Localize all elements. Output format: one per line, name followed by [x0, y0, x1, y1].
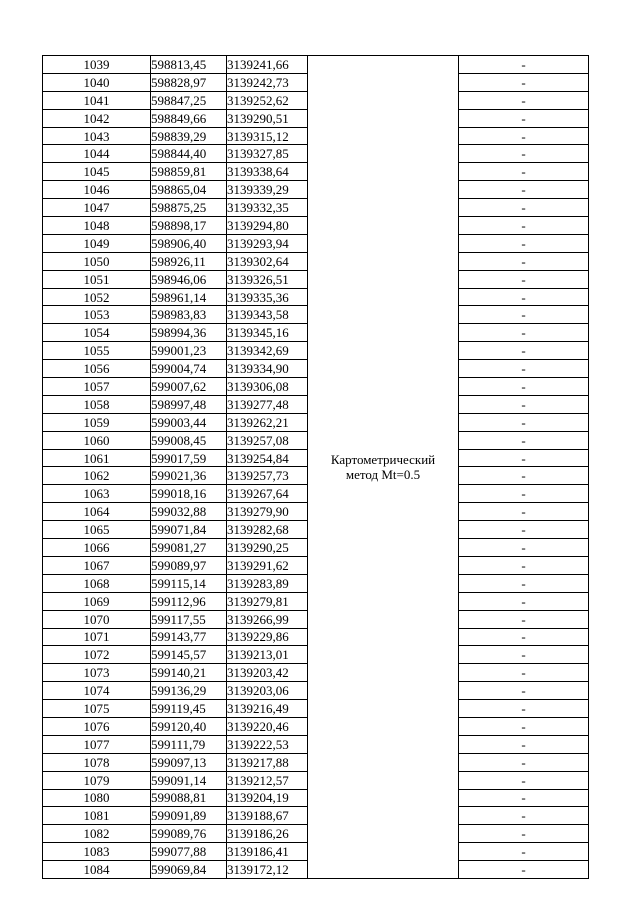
y-coordinate-cell: 3139282,68 — [227, 521, 308, 539]
x-coordinate-cell: 598865,04 — [151, 181, 227, 199]
description-cell: - — [459, 360, 589, 378]
y-coordinate-cell: 3139222,53 — [227, 735, 308, 753]
description-cell: - — [459, 252, 589, 270]
point-number-cell: 1068 — [43, 574, 151, 592]
y-coordinate-cell: 3139327,85 — [227, 145, 308, 163]
point-number-cell: 1052 — [43, 288, 151, 306]
x-coordinate-cell: 599091,89 — [151, 807, 227, 825]
x-coordinate-cell: 598859,81 — [151, 163, 227, 181]
coordinates-table — [42, 55, 589, 879]
x-coordinate-cell: 598946,06 — [151, 270, 227, 288]
y-coordinate-cell: 3139212,57 — [227, 771, 308, 789]
point-number-cell: 1060 — [43, 431, 151, 449]
description-cell: - — [459, 735, 589, 753]
point-number-cell: 1056 — [43, 360, 151, 378]
point-number-cell: 1046 — [43, 181, 151, 199]
point-number-cell: 1058 — [43, 395, 151, 413]
y-coordinate-cell: 3139216,49 — [227, 700, 308, 718]
description-cell: - — [459, 181, 589, 199]
y-coordinate-cell: 3139254,84 — [227, 449, 308, 467]
y-coordinate-cell: 3139294,80 — [227, 217, 308, 235]
point-number-cell: 1057 — [43, 378, 151, 396]
description-cell: - — [459, 789, 589, 807]
point-number-cell: 1044 — [43, 145, 151, 163]
y-coordinate-cell: 3139315,12 — [227, 127, 308, 145]
coordinates-table-body — [43, 56, 589, 879]
y-coordinate-cell: 3139279,81 — [227, 592, 308, 610]
description-cell: - — [459, 628, 589, 646]
x-coordinate-cell: 599143,77 — [151, 628, 227, 646]
description-cell: - — [459, 682, 589, 700]
y-coordinate-cell: 3139213,01 — [227, 646, 308, 664]
y-coordinate-cell: 3139342,69 — [227, 342, 308, 360]
point-number-cell: 1042 — [43, 109, 151, 127]
y-coordinate-cell: 3139290,51 — [227, 109, 308, 127]
y-coordinate-cell: 3139277,48 — [227, 395, 308, 413]
description-cell: - — [459, 646, 589, 664]
y-coordinate-cell: 3139266,99 — [227, 610, 308, 628]
y-coordinate-cell: 3139291,62 — [227, 556, 308, 574]
y-coordinate-cell: 3139345,16 — [227, 324, 308, 342]
x-coordinate-cell: 599008,45 — [151, 431, 227, 449]
point-number-cell: 1040 — [43, 73, 151, 91]
x-coordinate-cell: 599018,16 — [151, 485, 227, 503]
y-coordinate-cell: 3139335,36 — [227, 288, 308, 306]
x-coordinate-cell: 599089,76 — [151, 825, 227, 843]
y-coordinate-cell: 3139332,35 — [227, 199, 308, 217]
point-number-cell: 1081 — [43, 807, 151, 825]
description-cell: - — [459, 664, 589, 682]
point-number-cell: 1075 — [43, 700, 151, 718]
description-cell: - — [459, 413, 589, 431]
description-cell: - — [459, 771, 589, 789]
x-coordinate-cell: 599001,23 — [151, 342, 227, 360]
point-number-cell: 1043 — [43, 127, 151, 145]
x-coordinate-cell: 599136,29 — [151, 682, 227, 700]
x-coordinate-cell: 599097,13 — [151, 753, 227, 771]
x-coordinate-cell: 599077,88 — [151, 843, 227, 861]
y-coordinate-cell: 3139279,90 — [227, 503, 308, 521]
x-coordinate-cell: 599088,81 — [151, 789, 227, 807]
description-cell: - — [459, 342, 589, 360]
description-cell: - — [459, 324, 589, 342]
point-number-cell: 1063 — [43, 485, 151, 503]
x-coordinate-cell: 598898,17 — [151, 217, 227, 235]
point-number-cell: 1073 — [43, 664, 151, 682]
description-cell: - — [459, 199, 589, 217]
y-coordinate-cell: 3139338,64 — [227, 163, 308, 181]
point-number-cell: 1047 — [43, 199, 151, 217]
y-coordinate-cell: 3139203,06 — [227, 682, 308, 700]
y-coordinate-cell: 3139326,51 — [227, 270, 308, 288]
description-cell: - — [459, 539, 589, 557]
x-coordinate-cell: 599071,84 — [151, 521, 227, 539]
point-number-cell: 1054 — [43, 324, 151, 342]
y-coordinate-cell: 3139343,58 — [227, 306, 308, 324]
x-coordinate-cell: 599120,40 — [151, 717, 227, 735]
y-coordinate-cell: 3139172,12 — [227, 861, 308, 879]
x-coordinate-cell: 599115,14 — [151, 574, 227, 592]
point-number-cell: 1051 — [43, 270, 151, 288]
description-cell: - — [459, 843, 589, 861]
x-coordinate-cell: 599081,27 — [151, 539, 227, 557]
x-coordinate-cell: 599004,74 — [151, 360, 227, 378]
point-number-cell: 1055 — [43, 342, 151, 360]
description-cell: - — [459, 861, 589, 879]
y-coordinate-cell: 3139290,25 — [227, 539, 308, 557]
description-cell: - — [459, 700, 589, 718]
point-number-cell: 1045 — [43, 163, 151, 181]
point-number-cell: 1074 — [43, 682, 151, 700]
y-coordinate-cell: 3139186,26 — [227, 825, 308, 843]
y-coordinate-cell: 3139283,89 — [227, 574, 308, 592]
point-number-cell: 1070 — [43, 610, 151, 628]
x-coordinate-cell: 598828,97 — [151, 73, 227, 91]
x-coordinate-cell: 599069,84 — [151, 861, 227, 879]
point-number-cell: 1064 — [43, 503, 151, 521]
y-coordinate-cell: 3139220,46 — [227, 717, 308, 735]
point-number-cell: 1041 — [43, 91, 151, 109]
description-cell: - — [459, 91, 589, 109]
x-coordinate-cell: 599007,62 — [151, 378, 227, 396]
x-coordinate-cell: 598983,83 — [151, 306, 227, 324]
method-line-2: метод Mt=0.5 — [345, 466, 421, 482]
y-coordinate-cell: 3139339,29 — [227, 181, 308, 199]
description-cell: - — [459, 556, 589, 574]
x-coordinate-cell: 599140,21 — [151, 664, 227, 682]
description-cell: - — [459, 807, 589, 825]
description-cell: - — [459, 753, 589, 771]
point-number-cell: 1077 — [43, 735, 151, 753]
x-coordinate-cell: 598994,36 — [151, 324, 227, 342]
method-cell — [308, 56, 459, 879]
point-number-cell: 1050 — [43, 252, 151, 270]
point-number-cell: 1061 — [43, 449, 151, 467]
description-cell: - — [459, 306, 589, 324]
y-coordinate-cell: 3139241,66 — [227, 56, 308, 74]
description-cell: - — [459, 73, 589, 91]
description-cell: - — [459, 521, 589, 539]
x-coordinate-cell: 599089,97 — [151, 556, 227, 574]
y-coordinate-cell: 3139229,86 — [227, 628, 308, 646]
x-coordinate-cell: 598839,29 — [151, 127, 227, 145]
x-coordinate-cell: 598926,11 — [151, 252, 227, 270]
x-coordinate-cell: 599119,45 — [151, 700, 227, 718]
description-cell: - — [459, 431, 589, 449]
x-coordinate-cell: 598847,25 — [151, 91, 227, 109]
x-coordinate-cell: 599021,36 — [151, 467, 227, 485]
point-number-cell: 1076 — [43, 717, 151, 735]
method-line-1: Картометрический — [330, 451, 436, 467]
x-coordinate-cell: 598849,66 — [151, 109, 227, 127]
point-number-cell: 1065 — [43, 521, 151, 539]
x-coordinate-cell: 599117,55 — [151, 610, 227, 628]
description-cell: - — [459, 825, 589, 843]
y-coordinate-cell: 3139267,64 — [227, 485, 308, 503]
point-number-cell: 1078 — [43, 753, 151, 771]
description-cell: - — [459, 592, 589, 610]
x-coordinate-cell: 598875,25 — [151, 199, 227, 217]
y-coordinate-cell: 3139204,19 — [227, 789, 308, 807]
point-number-cell: 1071 — [43, 628, 151, 646]
x-coordinate-cell: 598906,40 — [151, 234, 227, 252]
description-cell: - — [459, 163, 589, 181]
y-coordinate-cell: 3139242,73 — [227, 73, 308, 91]
description-cell: - — [459, 717, 589, 735]
point-number-cell: 1059 — [43, 413, 151, 431]
y-coordinate-cell: 3139293,94 — [227, 234, 308, 252]
description-cell: - — [459, 270, 589, 288]
description-cell: - — [459, 288, 589, 306]
point-number-cell: 1067 — [43, 556, 151, 574]
point-number-cell: 1080 — [43, 789, 151, 807]
y-coordinate-cell: 3139306,08 — [227, 378, 308, 396]
x-coordinate-cell: 598961,14 — [151, 288, 227, 306]
x-coordinate-cell: 599111,79 — [151, 735, 227, 753]
x-coordinate-cell: 599091,14 — [151, 771, 227, 789]
point-number-cell: 1083 — [43, 843, 151, 861]
point-number-cell: 1062 — [43, 467, 151, 485]
description-cell: - — [459, 378, 589, 396]
description-cell: - — [459, 485, 589, 503]
x-coordinate-cell: 599017,59 — [151, 449, 227, 467]
description-cell: - — [459, 395, 589, 413]
description-cell: - — [459, 56, 589, 74]
description-cell: - — [459, 467, 589, 485]
point-number-cell: 1048 — [43, 217, 151, 235]
y-coordinate-cell: 3139262,21 — [227, 413, 308, 431]
description-cell: - — [459, 574, 589, 592]
point-number-cell: 1072 — [43, 646, 151, 664]
point-number-cell: 1049 — [43, 234, 151, 252]
y-coordinate-cell: 3139252,62 — [227, 91, 308, 109]
point-number-cell: 1084 — [43, 861, 151, 879]
y-coordinate-cell: 3139188,67 — [227, 807, 308, 825]
description-cell: - — [459, 503, 589, 521]
y-coordinate-cell: 3139302,64 — [227, 252, 308, 270]
description-cell: - — [459, 109, 589, 127]
y-coordinate-cell: 3139203,42 — [227, 664, 308, 682]
description-cell: - — [459, 217, 589, 235]
x-coordinate-cell: 599003,44 — [151, 413, 227, 431]
description-cell: - — [459, 610, 589, 628]
table-row — [43, 56, 589, 74]
x-coordinate-cell: 598813,45 — [151, 56, 227, 74]
description-cell: - — [459, 449, 589, 467]
x-coordinate-cell: 599112,96 — [151, 592, 227, 610]
description-cell: - — [459, 145, 589, 163]
point-number-cell: 1082 — [43, 825, 151, 843]
x-coordinate-cell: 599145,57 — [151, 646, 227, 664]
point-number-cell: 1053 — [43, 306, 151, 324]
point-number-cell: 1079 — [43, 771, 151, 789]
point-number-cell: 1069 — [43, 592, 151, 610]
point-number-cell: 1066 — [43, 539, 151, 557]
x-coordinate-cell: 598844,40 — [151, 145, 227, 163]
x-coordinate-cell: 598997,48 — [151, 395, 227, 413]
x-coordinate-cell: 599032,88 — [151, 503, 227, 521]
description-cell: - — [459, 127, 589, 145]
y-coordinate-cell: 3139217,88 — [227, 753, 308, 771]
y-coordinate-cell: 3139257,73 — [227, 467, 308, 485]
point-number-cell: 1039 — [43, 56, 151, 74]
description-cell: - — [459, 234, 589, 252]
y-coordinate-cell: 3139186,41 — [227, 843, 308, 861]
y-coordinate-cell: 3139334,90 — [227, 360, 308, 378]
y-coordinate-cell: 3139257,08 — [227, 431, 308, 449]
